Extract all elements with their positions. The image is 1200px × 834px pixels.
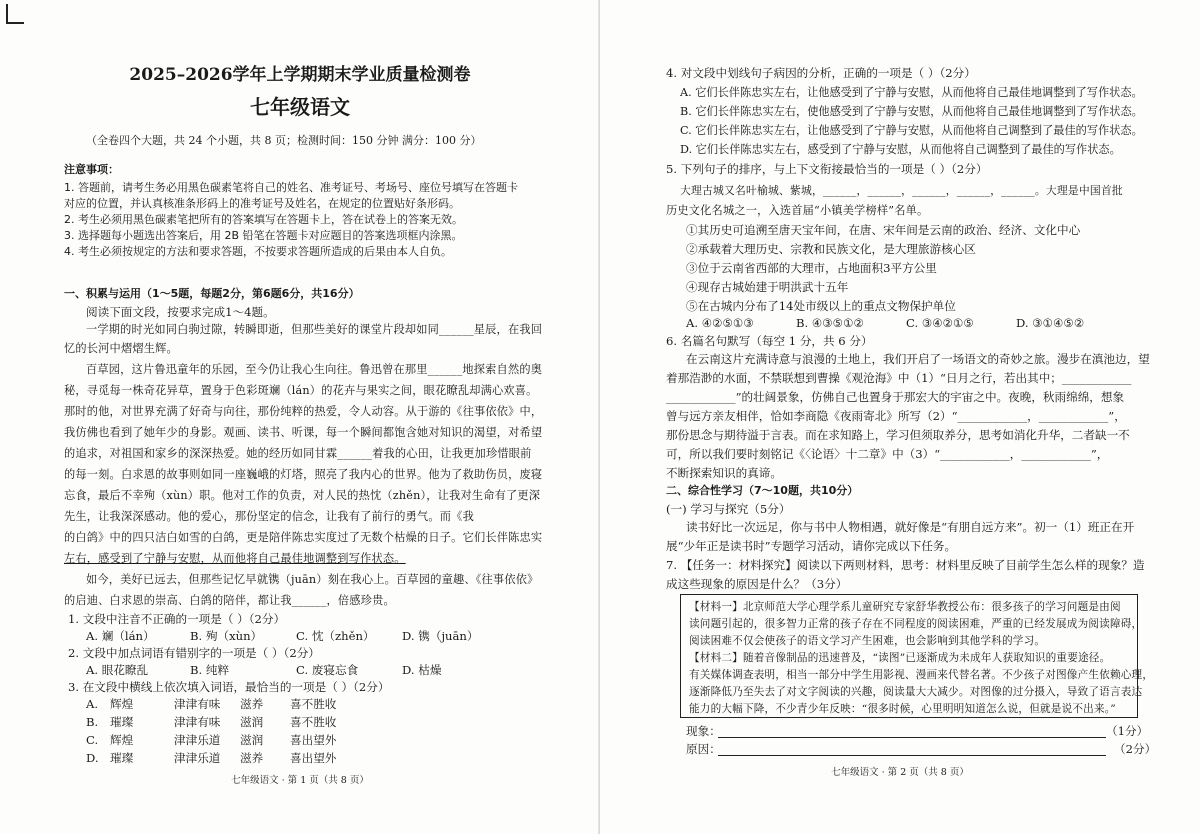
- passage-line: 秘，寻觅每一株奇花异草，置身于色彩斑斓（lán）的花卉与果实之间，眼花瞭乱却满心欢喜。: [64, 384, 538, 397]
- passage-line: 如今，美好已远去，但那些记忆早就镌（juān）刻在我心上。百草园的童趣、《往事依依》: [86, 573, 539, 586]
- passage-line: 那时的他，对世界充满了好奇与向往，那份纯粹的热爱，令人动容。从于游的《往事依依》中，: [64, 405, 543, 418]
- exam-info: （全卷四个大题，共 24 个小题，共 8 页；检测时间：150 分钟 满分：100 分）: [86, 134, 482, 147]
- passage-line: 的追求，对祖国和家乡的深深热爱。她的经历如同甘霖______着我的心田，让我更加珍惜眼前: [64, 447, 532, 460]
- q6-text: ____________”的壮阔景象，仿佛自己也置身于那宏大的宇宙之中。夜晚，秋雨绵绵，想象: [666, 390, 1125, 404]
- material-line: 逐渐降低乃至失去了对文字阅读的兴趣，阅读量大大减少。对图像的过分摄入，导致了语言表达: [689, 686, 1143, 698]
- q5-option-c: C. ③④②①⑤: [906, 316, 974, 330]
- subsection-text: 展“少年正是读书时”专题学习活动，请你完成以下任务。: [666, 539, 957, 553]
- q5-lead: 历史文化名城之一，入选首届“小镇美学榜样”名单。: [666, 204, 929, 217]
- page-footer: 七年级语文 · 第 2 页（共 8 页）: [831, 767, 969, 778]
- q6-text: 在云南这片充满诗意与浪漫的土地上，我们开启了一场语文的奇妙之旅。漫步在滇池边，望: [686, 352, 1150, 366]
- material-line: 读问题引起的，很多智力正常的孩子存在不同程度的阅读困难，严重的已经发展成为阅读障碍，: [689, 618, 1143, 630]
- material-line: 有关媒体调查表明，相当一部分中学生用影视、漫画来代替名著。不少孩子对图像产生依赖心理，: [689, 669, 1154, 681]
- notice-item: 对应的位置，并认真核准条形码上的准考证号及姓名，在规定的位置贴好条形码。: [64, 197, 460, 210]
- q1-option-a: A. 斓（lán）: [86, 629, 155, 643]
- page-footer: 七年级语文 · 第 1 页（共 8 页）: [231, 775, 369, 786]
- q6-text: 可，所以我们要时刻铭记《〈论语〉十二章》中（3）“____________，____________”，: [666, 447, 1109, 461]
- q1-option-b: B. 殉（xùn）: [190, 629, 263, 643]
- q2-option-c: C. 废寝忘食: [296, 663, 359, 677]
- material-box: [680, 594, 1154, 718]
- notice-item: 1. 答题前，请考生务必用黑色碳素笔将自己的姓名、准考证号、考场号、座位号填写在答题卡: [64, 181, 518, 194]
- notice-title: 注意事项：: [64, 163, 119, 176]
- q1-option-d: D. 镌（juān）: [402, 629, 479, 643]
- q5-option-d: D. ③①④⑤②: [1016, 316, 1085, 330]
- question-6: 6. 名篇名句默写（每空 1 分，共 6 分）: [666, 334, 873, 348]
- question-5: 5. 下列句子的排序，与上下文衔接最恰当的一项是（ ）（2分）: [666, 162, 988, 176]
- notice-item: 2. 考生必须用黑色碳素笔把所有的答案填写在答题卡上，答在试卷上的答案无效。: [64, 213, 463, 226]
- q1-option-c: C. 忱（zhěn）: [296, 629, 375, 643]
- q2-option-b: B. 纯粹: [190, 663, 230, 677]
- q6-text: 不断探索知识的真谛。: [666, 466, 782, 480]
- section-intro: 阅读下面文段，按要求完成1～4题。: [86, 305, 275, 319]
- q3-option-a: A. 辉煌 津津有味 滋养 喜不胜收: [86, 697, 337, 711]
- answer-label-phenomenon: 现象：: [686, 724, 721, 738]
- q5-item: ②承载着大理历史、宗教和民族文化，是大理旅游核心区: [686, 242, 976, 256]
- q5-lead: 大理古城又名叶榆城、紫城，______，______，______，______，______。大理是中国首批: [680, 184, 1123, 197]
- answer-label-reason: 原因：: [686, 742, 721, 756]
- question-1: 1. 文段中注音不正确的一项是（ ）（2分）: [68, 612, 286, 626]
- passage-line: 先生，让我深深感动。他的爱心，那份坚定的信念，让我有了前行的勇气。而《我: [64, 510, 474, 523]
- section-heading: 一、积累与运用（1～5题，每题2分，第6题6分，共16分）: [64, 287, 360, 300]
- question-3: 3. 在文段中横线上依次填入词语，最恰当的一项是（ ）（2分）: [68, 680, 390, 694]
- q5-item: ①其历史可追溯至唐天宝年间，在唐、宋年间是云南的政治、经济、文化中心: [686, 223, 1081, 237]
- passage-line: 的每一刻。白求恩的故事则如同一座巍峨的灯塔，照亮了我内心的世界。他为了救助伤员，废寝: [64, 468, 543, 481]
- question-4: 4. 对文段中划线句子病因的分析，正确的一项是（ ）（2分）: [666, 66, 976, 80]
- exam-page-right: [600, 0, 1200, 834]
- material-line: 能力的大幅下降，不少青少年反映：“很多时候，心里明明知道怎么说，但就是说不出来。”: [689, 703, 1116, 715]
- q6-text: 那份思念与期待溢于言表。而在求知路上，学习但须取养分，思考如消化升华，二者缺一不: [666, 428, 1130, 442]
- subsection-text: 读书好比一次远足，你与书中人物相遇，就好像是“有朋自远方来”。初一（1）班正在开: [686, 520, 1135, 534]
- q5-option-b: B. ④③⑤①②: [796, 316, 864, 330]
- subject-title: 七年级语文: [250, 95, 350, 119]
- passage-line: 的白鸽》中的四只洁白如雪的白鸽，更是陪伴陈忠实度过了无数个枯燥的日子。它们长伴陈忠实: [64, 531, 543, 544]
- notice-item: 4. 考生必须按规定的方法和要求答题，不按要求答题所造成的后果由本人自负。: [64, 245, 452, 258]
- q3-option-b: B. 璀璨 津津有味 滋润 喜不胜收: [86, 715, 337, 729]
- q6-text: 曾与远方亲友相伴，恰如李商隐《夜雨寄北》所写（2）“____________，____________”，: [666, 409, 1126, 423]
- underlined-sentence: 左右，感受到了宁静与安慰，从而他将自己最佳地调整到写作状态。: [64, 552, 406, 565]
- passage-line: 忘食，最后不幸殉（xùn）职。他对工作的负责，对人民的热忱（zhěn），让我对生命有了更深: [64, 489, 541, 502]
- q2-option-a: A. 眼花瞭乱: [86, 663, 149, 677]
- passage-line: 的启迪、白求恩的崇高、白鸽的陪伴，都让我______，倍感珍贵。: [64, 594, 395, 607]
- answer-line-phenomenon[interactable]: [718, 737, 1106, 738]
- answer-score: （2分）: [1114, 742, 1157, 756]
- material-line: 【材料一】北京师范大学心理学系儿童研究专家舒华教授公布：很多孩子的学习问题是由阅: [689, 601, 1121, 613]
- passage-line: 一学期的时光如同白驹过隙，转瞬即逝，但那些美好的课堂片段却如同______星辰，在我回: [86, 323, 543, 336]
- answer-score: （1分）: [1106, 724, 1149, 738]
- q4-option-b: B. 它们长伴陈忠实左右，使他感受到了宁静与安慰，从而他将自己最佳地调整到了写作状态。: [680, 105, 1143, 118]
- q4-option-c: C. 它们长伴陈忠实左右，让他感受到了宁静与安慰，从而他将自己调整到了最佳的写作状态。: [680, 124, 1143, 137]
- q3-option-d: D. 璀璨 津津乐道 滋养 喜出望外: [86, 751, 337, 765]
- answer-line-reason[interactable]: [718, 755, 1106, 756]
- exam-title: 2025–2026学年上学期期末学业质量检测卷: [129, 65, 471, 85]
- q3-option-c: C. 辉煌 津津乐道 滋润 喜出望外: [86, 733, 337, 747]
- question-7: 7. 【任务一：材料探究】阅读以下两则材料，思考：材料里反映了目前学生怎么样的现象？造: [666, 558, 1145, 572]
- notice-item: 3. 选择题每小题选出答案后，用 2B 铅笔在答题卡对应题目的答案选项框内涂黑。: [64, 229, 463, 242]
- crop-mark: [6, 4, 24, 24]
- material-line: 阅读困难不仅会使孩子的语文学习产生困难，也会影响到其他学科的学习。: [689, 635, 1046, 647]
- q4-option-a: A. 它们长伴陈忠实左右，让他感受到了宁静与安慰，从而他将自己最佳地调整到了写作状态。: [680, 86, 1143, 99]
- material-line: 【材料二】随着音像制品的迅速普及，“读图”已逐渐成为未成年人获取知识的重要途径。: [689, 652, 1111, 664]
- q4-option-d: D. 它们长伴陈忠实左右，感受到了宁静与安慰，从而他将自己调整到了最佳的写作状态。: [680, 143, 1121, 156]
- section-heading: 二、综合性学习（7～10题，共10分）: [666, 484, 859, 497]
- q5-item: ⑤在古城内分布了14处市级以上的重点文物保护单位: [686, 299, 956, 313]
- passage-line: 我仿佛也看到了她年少的身影。观画、读书、听课，每一个瞬间都饱含她对知识的渴望，对希望: [64, 426, 543, 439]
- q2-option-d: D. 枯燥: [402, 663, 442, 677]
- q5-item: ④现存古城始建于明洪武十五年: [686, 280, 849, 294]
- question-2: 2. 文段中加点词语有错别字的一项是（ ）（2分）: [68, 646, 320, 660]
- q6-text: 着那浩渺的水面，不禁联想到曹操《观沧海》中（1）“日月之行，若出其中；____________: [666, 371, 1132, 385]
- q5-item: ③位于云南省西部的大理市，占地面积3平方公里: [686, 261, 937, 275]
- q5-option-a: A. ④②⑤①③: [686, 316, 754, 330]
- subsection-heading: (一) 学习与探究（5分）: [666, 502, 791, 516]
- passage-line: 百草园，这片鲁迅童年的乐园，至今仍让我心生向往。鲁迅曾在那里______地探索自然的奥: [86, 363, 543, 376]
- passage-line: 忆的长河中熠熠生辉。: [64, 342, 178, 355]
- question-7-cont: 成这些现象的原因是什么？（3分）: [666, 577, 848, 591]
